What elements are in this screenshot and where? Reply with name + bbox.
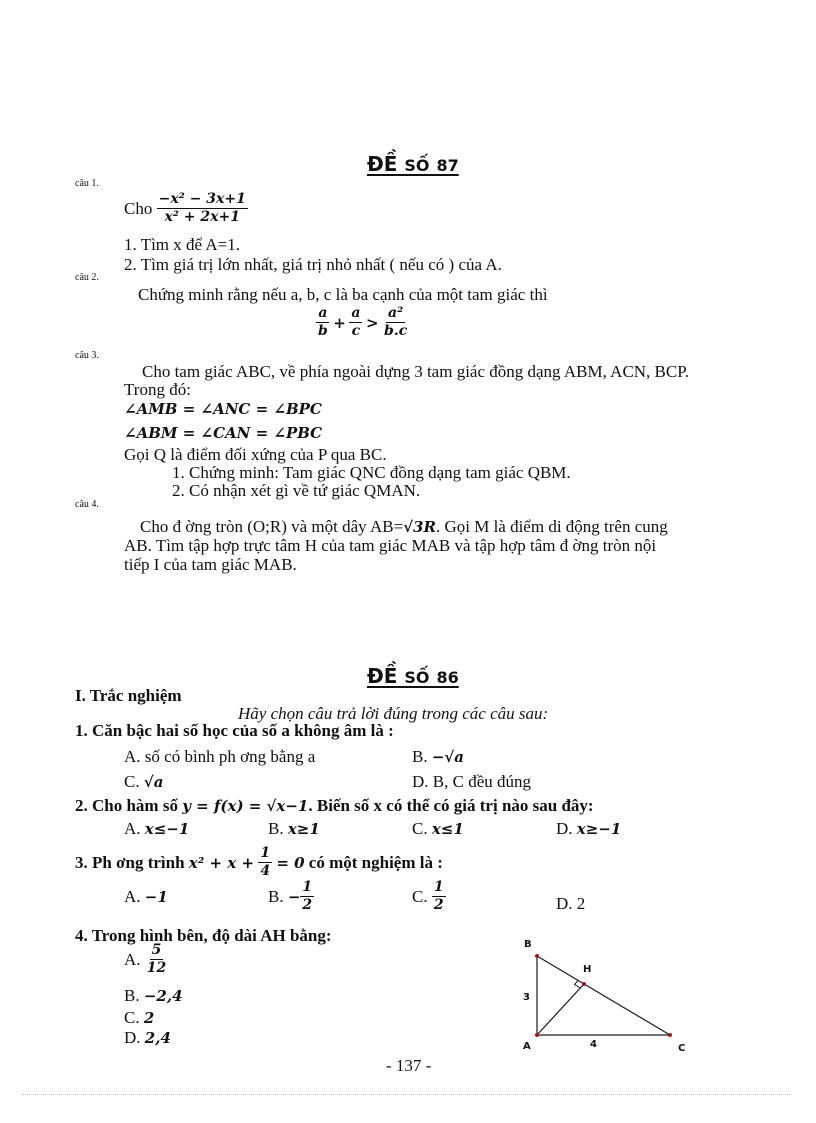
title-de-86: ĐỀ SỐ 86 bbox=[367, 664, 459, 688]
triangle-figure bbox=[510, 935, 700, 1065]
cau3-item-1: 1. Chứng minh: Tam giác QNC đồng dạng tam giác QBM. bbox=[172, 463, 571, 482]
q4-option-c: C. 2 bbox=[124, 1008, 155, 1027]
label-side-ab: 3 bbox=[523, 992, 530, 1003]
q3-option-c: C. $\frac{1}{2}$ bbox=[412, 879, 444, 914]
q4-option-a: A. $\frac{5}{12}$ bbox=[124, 942, 167, 977]
q3-option-d: D. 2 bbox=[556, 894, 586, 913]
q4-text: 4. Trong hình bên, độ dài AH bằng: bbox=[75, 926, 332, 945]
cau4-line-1: Cho đ ờng tròn (O;R) và một dây AB=√3R. Gọi M là điểm di động trên cung bbox=[140, 517, 668, 536]
q1-option-b: B. −√a bbox=[412, 747, 464, 766]
cau2-inequality: $\frac{a}{b}$ + $\frac{a}{c}$ > $\frac{\text{a²}}{b.c}$ bbox=[318, 305, 408, 340]
q2-option-c: C. x≤1 bbox=[412, 819, 464, 838]
cau4-line-2: AB. Tìm tập hợp trực tâm H của tam giác MAB và tập hợp tâm đ ờng tròn nội bbox=[124, 536, 657, 555]
q3-option-b: B. − $\frac{1}{2}$ bbox=[268, 879, 313, 914]
point-b bbox=[535, 954, 539, 958]
label-a: A bbox=[523, 1041, 531, 1052]
q1-option-a: A. số có bình ph ơng bằng a bbox=[124, 747, 316, 766]
altitude-ah bbox=[537, 984, 584, 1035]
cau1-expression: Cho $\frac{\text{−x² − 3x+1}}{\text{x² + 2x+1}}$ bbox=[124, 191, 246, 226]
side-bc bbox=[537, 956, 670, 1035]
q3-text: 3. Ph ơng trình x² + x + $\frac{1}{4}$ = 0 có một nghiệm là : bbox=[75, 845, 443, 880]
point-h bbox=[582, 982, 586, 986]
page-bottom-divider bbox=[22, 1094, 792, 1095]
q4-option-b: B. −2,4 bbox=[124, 986, 183, 1005]
cau3-line-3: Gọi Q là điểm đối xứng của P qua BC. bbox=[124, 445, 387, 464]
q2-option-b: B. x≥1 bbox=[268, 819, 320, 838]
cau3-angles-2: ∠ABM = ∠CAN = ∠PBC bbox=[124, 424, 323, 442]
instruction: Hãy chọn câu trả lời đúng trong các câu sau: bbox=[238, 704, 549, 723]
q1-text: 1. Căn bậc hai số học của số a không âm là : bbox=[75, 721, 394, 740]
cau4-line-3: tiếp I của tam giác MAB. bbox=[124, 555, 297, 574]
label-h: H bbox=[583, 964, 592, 975]
cau3-item-2: 2. Có nhận xét gì về tứ giác QMAN. bbox=[172, 481, 421, 500]
cau1-item-1: 1. Tìm x để A=1. bbox=[124, 235, 240, 254]
label-c: C bbox=[678, 1043, 686, 1054]
cau2-text: Chứng minh rằng nếu a, b, c là ba cạnh của một tam giác thì bbox=[138, 285, 548, 304]
q2-option-d: D. x≥−1 bbox=[556, 819, 622, 838]
section-trac-nghiem: I. Trắc nghiệm bbox=[75, 686, 182, 705]
cau2-label: câu 2. bbox=[75, 272, 99, 283]
cau1-label: câu 1. bbox=[75, 178, 99, 189]
label-b: B bbox=[524, 939, 532, 950]
page-number: - 137 - bbox=[386, 1056, 432, 1075]
label-side-ac: 4 bbox=[590, 1039, 597, 1050]
cau1-fraction: $\frac{\text{−x² − 3x+1}}{\text{x² + 2x+1}}$ bbox=[158, 191, 246, 226]
q1-option-d: D. B, C đều đúng bbox=[412, 772, 531, 791]
q3-option-a: A. −1 bbox=[124, 887, 168, 907]
cau3-line-1: Cho tam giác ABC, về phía ngoài dựng 3 tam giác đồng dạng ABM, ACN, BCP. bbox=[142, 362, 690, 381]
cau4-label: câu 4. bbox=[75, 499, 99, 510]
q4-option-d: D. 2,4 bbox=[124, 1028, 171, 1047]
cau3-label: câu 3. bbox=[75, 350, 99, 361]
cau3-angles-1: ∠AMB = ∠ANC = ∠BPC bbox=[124, 400, 322, 418]
q1-option-c: C. √a bbox=[124, 772, 164, 791]
cau1-item-2: 2. Tìm giá trị lớn nhất, giá trị nhỏ nhất ( nếu có ) của A. bbox=[124, 255, 502, 274]
point-a bbox=[535, 1033, 539, 1037]
q2-option-a: A. x≤−1 bbox=[124, 819, 190, 838]
cau3-line-2: Trong đó: bbox=[124, 380, 191, 399]
point-c bbox=[668, 1033, 672, 1037]
title-de-87: ĐỀ SỐ 87 bbox=[367, 152, 459, 176]
q2-text: 2. Cho hàm số y = f(x) = √x−1. Biến số x có thể có giá trị nào sau đây: bbox=[75, 796, 594, 815]
